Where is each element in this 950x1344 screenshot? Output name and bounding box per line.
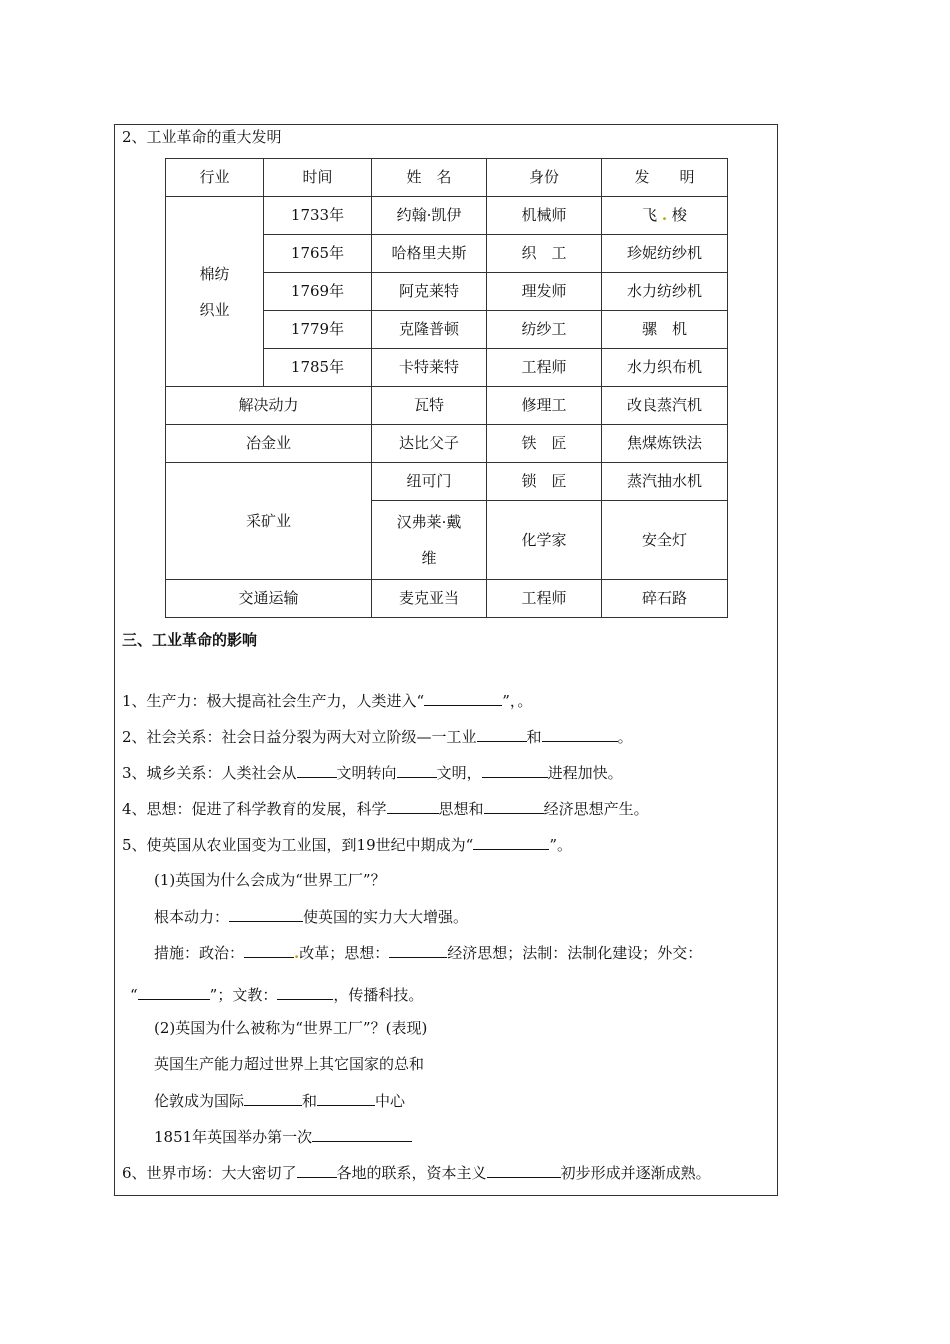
cell-time: 1733年	[264, 197, 372, 235]
fill-blank[interactable]	[229, 906, 303, 922]
section-heading-impact: 三、工业革命的影响	[122, 631, 258, 649]
cell-role: 理发师	[487, 273, 602, 311]
cell-role: 工程师	[487, 580, 602, 618]
question-2: (2)英国为什么被称为“世界工厂”？(表现)	[154, 1019, 428, 1037]
header-name: 姓 名	[372, 159, 487, 197]
cell-role: 锁 匠	[487, 463, 602, 501]
fill-blank[interactable]	[542, 726, 618, 742]
fill-blank[interactable]	[244, 1090, 302, 1106]
cell-invention: 安全灯	[602, 501, 728, 580]
cell-invention: 珍妮纺纱机	[602, 235, 728, 273]
fill-blank[interactable]	[297, 762, 337, 778]
industry-metallurgy: 冶金业	[166, 425, 372, 463]
table-row	[166, 197, 728, 235]
fill-blank[interactable]	[387, 798, 439, 814]
cell-name: 克隆普顿	[372, 311, 487, 349]
cell-invention: 碎石路	[602, 580, 728, 618]
table-row	[166, 580, 728, 618]
cell-role: 铁 匠	[487, 425, 602, 463]
fill-blank[interactable]	[317, 1090, 375, 1106]
question-1-root-cause: 根本动力： 使英国的实力大大增强。	[154, 908, 469, 926]
fill-blank[interactable]	[397, 762, 437, 778]
section-heading-inventions: 2、工业革命的重大发明	[122, 128, 282, 146]
fill-blank[interactable]	[477, 726, 527, 742]
cell-name: 麦克亚当	[372, 580, 487, 618]
question-2-line-1: 英国生产能力超过世界上其它国家的总和	[154, 1055, 425, 1073]
cell-role: 化学家	[487, 501, 602, 580]
fill-blank[interactable]	[424, 690, 502, 706]
industry-mining: 采矿业	[166, 463, 372, 580]
table-row	[166, 387, 728, 425]
cell-role: 工程师	[487, 349, 602, 387]
cell-name: 阿克莱特	[372, 273, 487, 311]
cell-time: 1779年	[264, 311, 372, 349]
cell-name: 卡特莱特	[372, 349, 487, 387]
table-header-row	[166, 159, 728, 197]
item-social-relations: 2、社会关系：社会日益分裂为两大对立阶级—一工业 和 。	[122, 728, 633, 746]
fill-blank[interactable]	[487, 1162, 561, 1178]
item-world-market: 6、世界市场：大大密切了 各地的联系，资本主义 初步形成并逐渐成熟。	[122, 1164, 711, 1182]
header-time: 时间	[264, 159, 372, 197]
table-row	[166, 463, 728, 501]
header-invention: 发 明	[602, 159, 728, 197]
cell-name: 约翰·凯伊	[372, 197, 487, 235]
industry-transport: 交通运输	[166, 580, 372, 618]
cell-invention: 骡 机	[602, 311, 728, 349]
header-industry: 行业	[166, 159, 264, 197]
fill-blank[interactable]	[484, 798, 544, 814]
cell-name: 瓦特	[372, 387, 487, 425]
cell-invention: 水力纺纱机	[602, 273, 728, 311]
cell-role: 修理工	[487, 387, 602, 425]
cell-time: 1765年	[264, 235, 372, 273]
cell-name: 达比父子	[372, 425, 487, 463]
fill-blank[interactable]	[277, 984, 333, 1000]
question-1-measures: 措施：政治： .改革；思想： 经济思想；法制：法制化建设；外交：	[154, 944, 703, 962]
item-urban-rural: 3、城乡关系：人类社会从 文明转向 文明， 进程加快。	[122, 764, 623, 782]
fill-blank[interactable]	[389, 942, 447, 958]
fill-blank[interactable]	[138, 984, 210, 1000]
question-1: (1)英国为什么会成为“世界工厂”？	[154, 871, 386, 889]
fill-blank[interactable]	[482, 762, 548, 778]
emphasis-dot: .	[294, 944, 300, 962]
fill-blank[interactable]	[312, 1126, 412, 1142]
item-thought: 4、思想：促进了科学教育的发展，科学 思想和 经济思想产生。	[122, 800, 649, 818]
emphasis-dot: .	[661, 206, 668, 224]
cell-invention: 飞 . 梭	[602, 197, 728, 235]
industry-cotton: 棉纺 织业	[166, 197, 264, 387]
item-productivity: 1、生产力：极大提高社会生产力，人类进入“ ”，。	[122, 692, 533, 710]
fill-blank[interactable]	[244, 942, 294, 958]
cell-role: 机械师	[487, 197, 602, 235]
industry-power: 解决动力	[166, 387, 372, 425]
cell-name: 纽可门	[372, 463, 487, 501]
table-row	[166, 425, 728, 463]
cell-invention: 水力织布机	[602, 349, 728, 387]
question-1-measures-cont: “ ”；文教： ，传播科技。	[130, 986, 424, 1004]
question-2-line-3: 1851年英国举办第一次	[154, 1126, 412, 1147]
cell-time: 1785年	[264, 349, 372, 387]
cell-role: 织 工	[487, 235, 602, 273]
cell-name: 汉弗莱·戴 维	[372, 501, 487, 580]
cell-invention: 焦煤炼铁法	[602, 425, 728, 463]
fill-blank[interactable]	[473, 834, 549, 850]
cell-time: 1769年	[264, 273, 372, 311]
cell-role: 纺纱工	[487, 311, 602, 349]
fill-blank[interactable]	[297, 1162, 337, 1178]
inventions-table	[165, 158, 728, 618]
cell-name: 哈格里夫斯	[372, 235, 487, 273]
header-role: 身份	[487, 159, 602, 197]
cell-invention: 改良蒸汽机	[602, 387, 728, 425]
question-2-line-2: 伦敦成为国际 和 中心	[154, 1092, 406, 1110]
cell-invention: 蒸汽抽水机	[602, 463, 728, 501]
item-britain-change: 5、使英国从农业国变为工业国，到19世纪中期成为“ ”。	[122, 836, 572, 854]
